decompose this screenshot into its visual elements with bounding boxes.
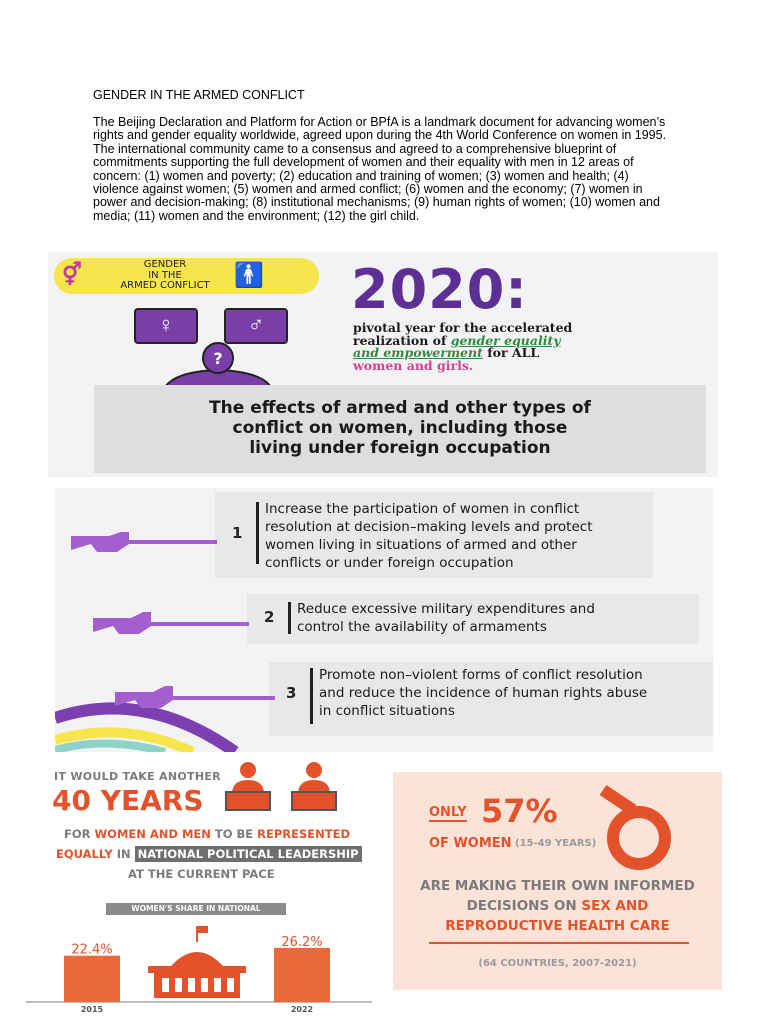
strategy-text xyxy=(265,500,650,572)
only-label: ONLY xyxy=(429,805,467,820)
strategy-line: resolution at decision–making levels and protect xyxy=(265,519,593,535)
bar-2015 xyxy=(64,956,120,1002)
empowerment-text: and empowerment xyxy=(353,345,483,360)
women-and-men-text: WOMEN AND MEN xyxy=(94,827,211,841)
of-women-label: OF WOMEN xyxy=(429,836,512,851)
text-span: IN xyxy=(112,847,135,861)
gender-symbols-icon: ⚥ xyxy=(62,262,82,287)
equally-line xyxy=(56,847,362,861)
female-symbol-icon xyxy=(589,784,679,870)
document-paragraph: The Beijing Declaration and Platform for Action or BPfA is a landmark document for advancing women’s rights and gender equality worldwide, agreed upon during the 4th World Conference on women in 1995. The international community came to a consensus and agreed to a comprehensive blueprint of commitments supporting the full development of women and their equality with men in 12 areas of concern: (1) women and poverty; (2) education and training of women; (3) women and health; (4) violence against women; (5) women and armed conflict; (6) women and the economy; (7) women in power and decision-making; (8) institutional mechanisms; (9) human rights of women; (10) women and media; (11) women and the environment; (12) the girl child. xyxy=(93,115,667,223)
bar-category-label: 2015 xyxy=(80,1005,104,1013)
strategy-line: control the availability of armaments xyxy=(297,619,547,635)
politicians-icon xyxy=(218,760,348,812)
strategy-text xyxy=(319,666,711,720)
parliament-share-chart xyxy=(26,898,372,1013)
chart-title: WOMEN'S SHARE IN NATIONAL PARLIAMENTS xyxy=(106,903,286,915)
strategy-divider xyxy=(288,602,291,634)
rifle-icon xyxy=(91,608,251,638)
decisions-line xyxy=(393,898,722,914)
bar-value-label: 26.2% xyxy=(281,934,323,950)
pivotal-line: women and girls. xyxy=(353,357,474,373)
year-heading: 2020: xyxy=(351,258,528,321)
document-title: GENDER IN THE ARMED CONFLICT xyxy=(93,88,305,102)
strategy-line: conflicts or under foreign occupation xyxy=(265,555,514,571)
pivotal-line: pivotal year for the accelerated xyxy=(353,320,573,335)
strategy-line: Promote non–violent forms of conflict resolution xyxy=(319,667,643,683)
pill-label-line: ARMED CONFLICT xyxy=(120,280,210,291)
effects-line: conflict on women, including those xyxy=(232,418,568,438)
informed-decisions-infographic xyxy=(393,772,722,990)
strategy-line: Increase the participation of women in conflict xyxy=(265,501,580,517)
source-label: (64 COUNTRIES, 2007-2021) xyxy=(478,958,637,969)
sex-and-text: SEX AND xyxy=(581,898,649,914)
pivotal-text xyxy=(353,322,653,372)
text-span: TO BE xyxy=(210,827,258,841)
strategy-divider xyxy=(310,668,313,724)
divider xyxy=(429,942,689,944)
female-symbol-icon: ♀ xyxy=(134,308,198,344)
infographic-2020 xyxy=(48,252,718,477)
bar-value-label: 22.4% xyxy=(71,942,113,958)
strategy-number: 1 xyxy=(232,524,243,542)
strategy-number: 2 xyxy=(264,608,275,626)
rifle-icon xyxy=(113,682,277,712)
male-symbol-icon: ♂ xyxy=(224,308,288,344)
decisions-line: REPRODUCTIVE HEALTH CARE xyxy=(445,918,670,934)
represented-line xyxy=(64,827,350,841)
effects-line: The effects of armed and other types of xyxy=(209,398,591,418)
pill-label-line: IN THE xyxy=(148,269,182,281)
strategy-number: 3 xyxy=(286,684,297,702)
gender-equality-text: gender equality xyxy=(450,332,561,348)
parliament-icon xyxy=(148,926,246,998)
strategy-text xyxy=(297,600,697,636)
represented-text: REPRESENTED xyxy=(257,827,351,841)
age-range-label: (15-49 YEARS) xyxy=(515,838,597,849)
bar-category-label: 2022 xyxy=(290,1005,314,1013)
effects-line: living under foreign occupation xyxy=(249,438,551,458)
pivotal-all: ALL xyxy=(511,345,540,360)
svg-text:?: ? xyxy=(213,349,223,368)
strategy-divider xyxy=(256,502,259,564)
rifle-icon xyxy=(69,528,219,556)
strategy-line: and reduce the incidence of human rights abuse xyxy=(319,685,648,701)
forty-years-infographic xyxy=(26,758,372,1013)
strategic-objectives xyxy=(55,488,713,752)
man-woman-icon: 🚹 xyxy=(234,262,264,289)
text-span: FOR xyxy=(64,827,95,841)
forty-years-heading: 40 YEARS xyxy=(52,784,204,817)
effects-heading xyxy=(94,398,706,458)
pivotal-line: realization of xyxy=(353,332,451,348)
strategy-line: in conflict situations xyxy=(319,703,455,719)
decisions-line: ARE MAKING THEIR OWN INFORMED xyxy=(420,878,695,894)
pill-label xyxy=(110,260,220,292)
pace-line: AT THE CURRENT PACE xyxy=(128,867,275,881)
pivotal-line: for xyxy=(482,345,512,360)
equally-text: EQUALLY xyxy=(56,847,113,861)
pill-label-line: GENDER xyxy=(143,259,187,270)
decisions-on-text: DECISIONS ON xyxy=(466,898,582,914)
bar-2022 xyxy=(274,948,330,1002)
strategy-line: Reduce excessive military expenditures and xyxy=(297,601,595,617)
take-another-text: IT WOULD TAKE ANOTHER xyxy=(54,770,221,783)
percent-heading: 57% xyxy=(481,792,558,830)
strategy-line: women living in situations of armed and other xyxy=(265,537,577,553)
npl-highlight: NATIONAL POLITICAL LEADERSHIP xyxy=(135,846,362,862)
